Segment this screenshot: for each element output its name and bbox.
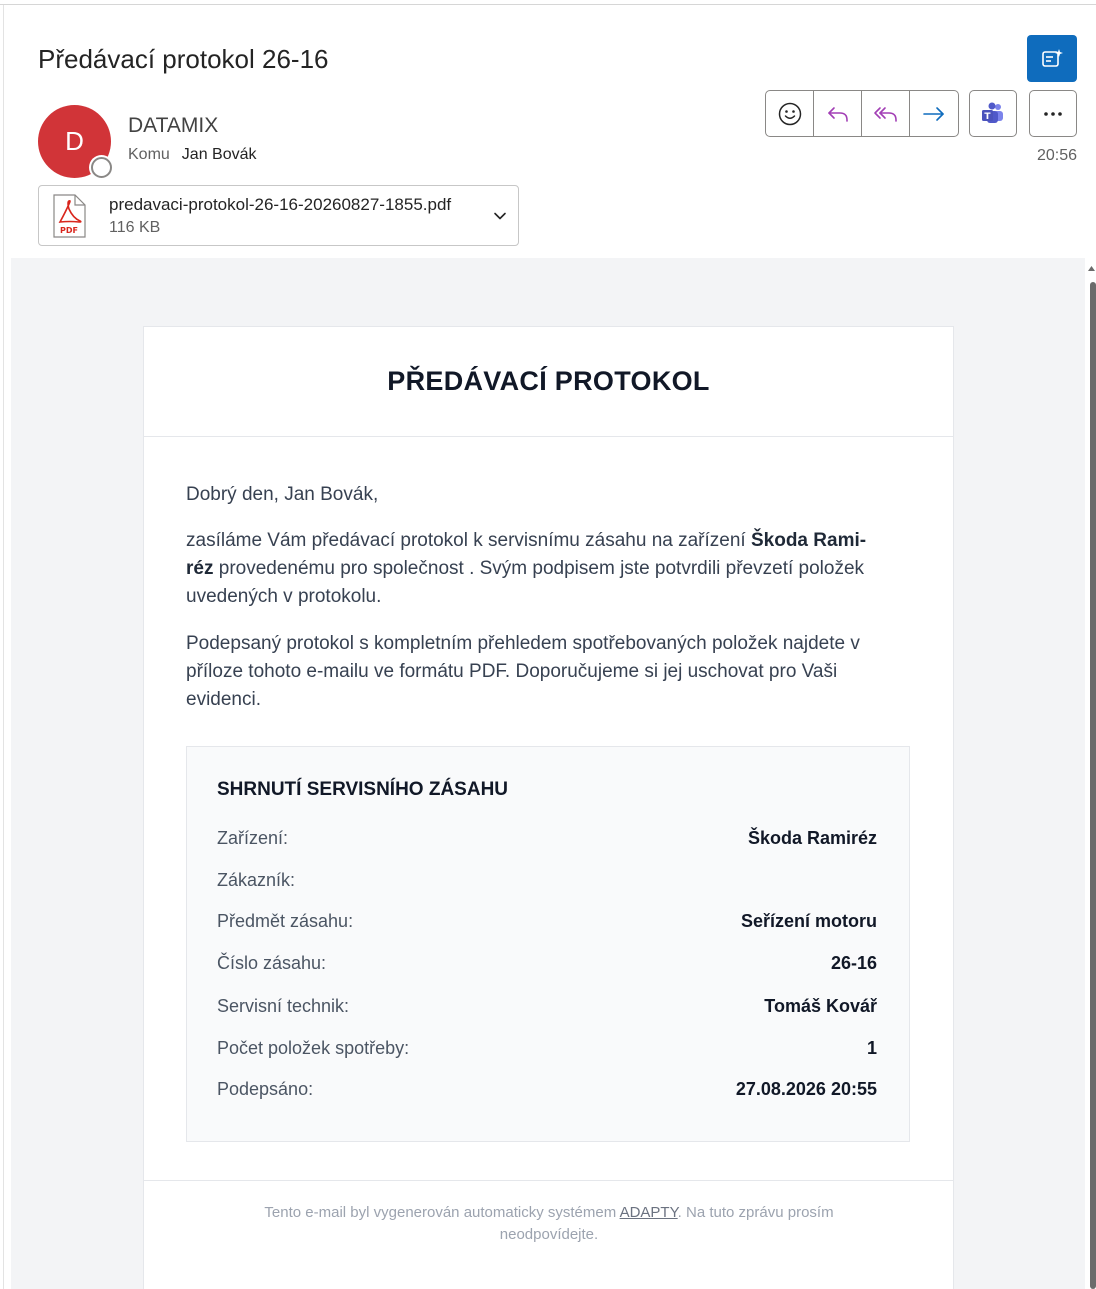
received-time: 20:56 — [1036, 147, 1077, 164]
forward-button[interactable] — [910, 91, 958, 136]
presence-status-icon — [91, 157, 112, 178]
copilot-icon — [1040, 47, 1064, 71]
summary-row-technician: Servisní technik: Tomáš Kovář — [217, 996, 877, 1016]
pdf-file-icon — [52, 194, 86, 238]
emoji-icon — [777, 101, 803, 127]
teams-icon — [980, 101, 1006, 127]
summary-title: SHRNUTÍ SERVISNÍHO ZÁSAHU — [217, 779, 509, 800]
reply-all-icon — [873, 101, 899, 127]
recipient-line — [128, 146, 257, 164]
summary-row-number: Číslo zásahu: 26-16 — [217, 953, 877, 973]
footer-divider — [144, 1180, 953, 1181]
reply-button[interactable] — [814, 91, 862, 136]
svg-text:PDF: PDF — [60, 226, 78, 235]
email-content-card — [143, 326, 954, 1289]
avatar-letter: D — [65, 126, 84, 156]
sender-name[interactable]: DATAMIX — [128, 114, 219, 137]
attachment-name: predavaci-protokol-26-16-20260827-1855.pdf — [109, 195, 452, 214]
summary-row-device: Zařízení: Škoda Ramiréz — [217, 828, 877, 848]
window-top-border — [0, 4, 1096, 5]
summary-row-signed: Podepsáno: 27.08.2026 20:55 — [217, 1079, 877, 1099]
more-icon — [1040, 101, 1066, 127]
teams-share-button[interactable] — [969, 90, 1017, 137]
copilot-summary-button[interactable] — [1027, 35, 1077, 82]
intro-paragraph: zasíláme Vám předávací protokol k servisnímu zásahu na zařízení Škoda Rami- réz provedenému pro společnost . Svým podpisem jste potvrdili převzetí položek uvedených v protokolu. — [186, 530, 867, 607]
more-actions-button[interactable] — [1029, 90, 1077, 137]
pane-left-border — [3, 5, 4, 1289]
reply-all-button[interactable] — [862, 91, 910, 136]
chevron-down-icon[interactable] — [492, 208, 508, 224]
card-header — [144, 327, 953, 437]
protocol-title: PŘEDÁVACÍ PROTOKOL — [387, 366, 710, 396]
footer-notice: Tento e-mail byl vygenerován automaticky systémem ADAPTY. Na tuto zprávu prosím neodpovídejte. — [264, 1204, 834, 1243]
message-actions — [765, 90, 959, 137]
reaction-button[interactable] — [766, 91, 814, 136]
summary-row-subject: Předmět zásahu: Seřízení motoru — [217, 911, 877, 931]
recipient-name[interactable]: Jan Bovák — [181, 146, 257, 163]
to-label: Komu — [128, 146, 170, 163]
greeting: Dobrý den, Jan Bovák, — [186, 484, 379, 505]
scrollbar-thumb[interactable] — [1090, 282, 1096, 1289]
attachment-paragraph: Podepsaný protokol s kompletním přehledem spotřebovaných položek najdete v příloze tohoto e-mailu ve formátu PDF. Doporučujeme si jej uschovat pro Vaši evidenci. — [186, 633, 860, 710]
adapty-link[interactable]: ADAPTY — [619, 1204, 678, 1221]
summary-row-customer: Zákazník: — [217, 870, 296, 890]
email-subject: Předávací protokol 26-16 — [38, 44, 329, 74]
forward-icon — [921, 101, 947, 127]
scroll-up-icon[interactable] — [1087, 264, 1096, 273]
service-summary-box — [186, 746, 910, 1142]
reply-icon — [825, 101, 851, 127]
attachment-card[interactable] — [38, 185, 519, 246]
svg-text:T: T — [984, 111, 991, 122]
summary-row-items-count: Počet položek spotřeby: 1 — [217, 1038, 877, 1058]
attachment-size: 116 KB — [109, 219, 161, 236]
